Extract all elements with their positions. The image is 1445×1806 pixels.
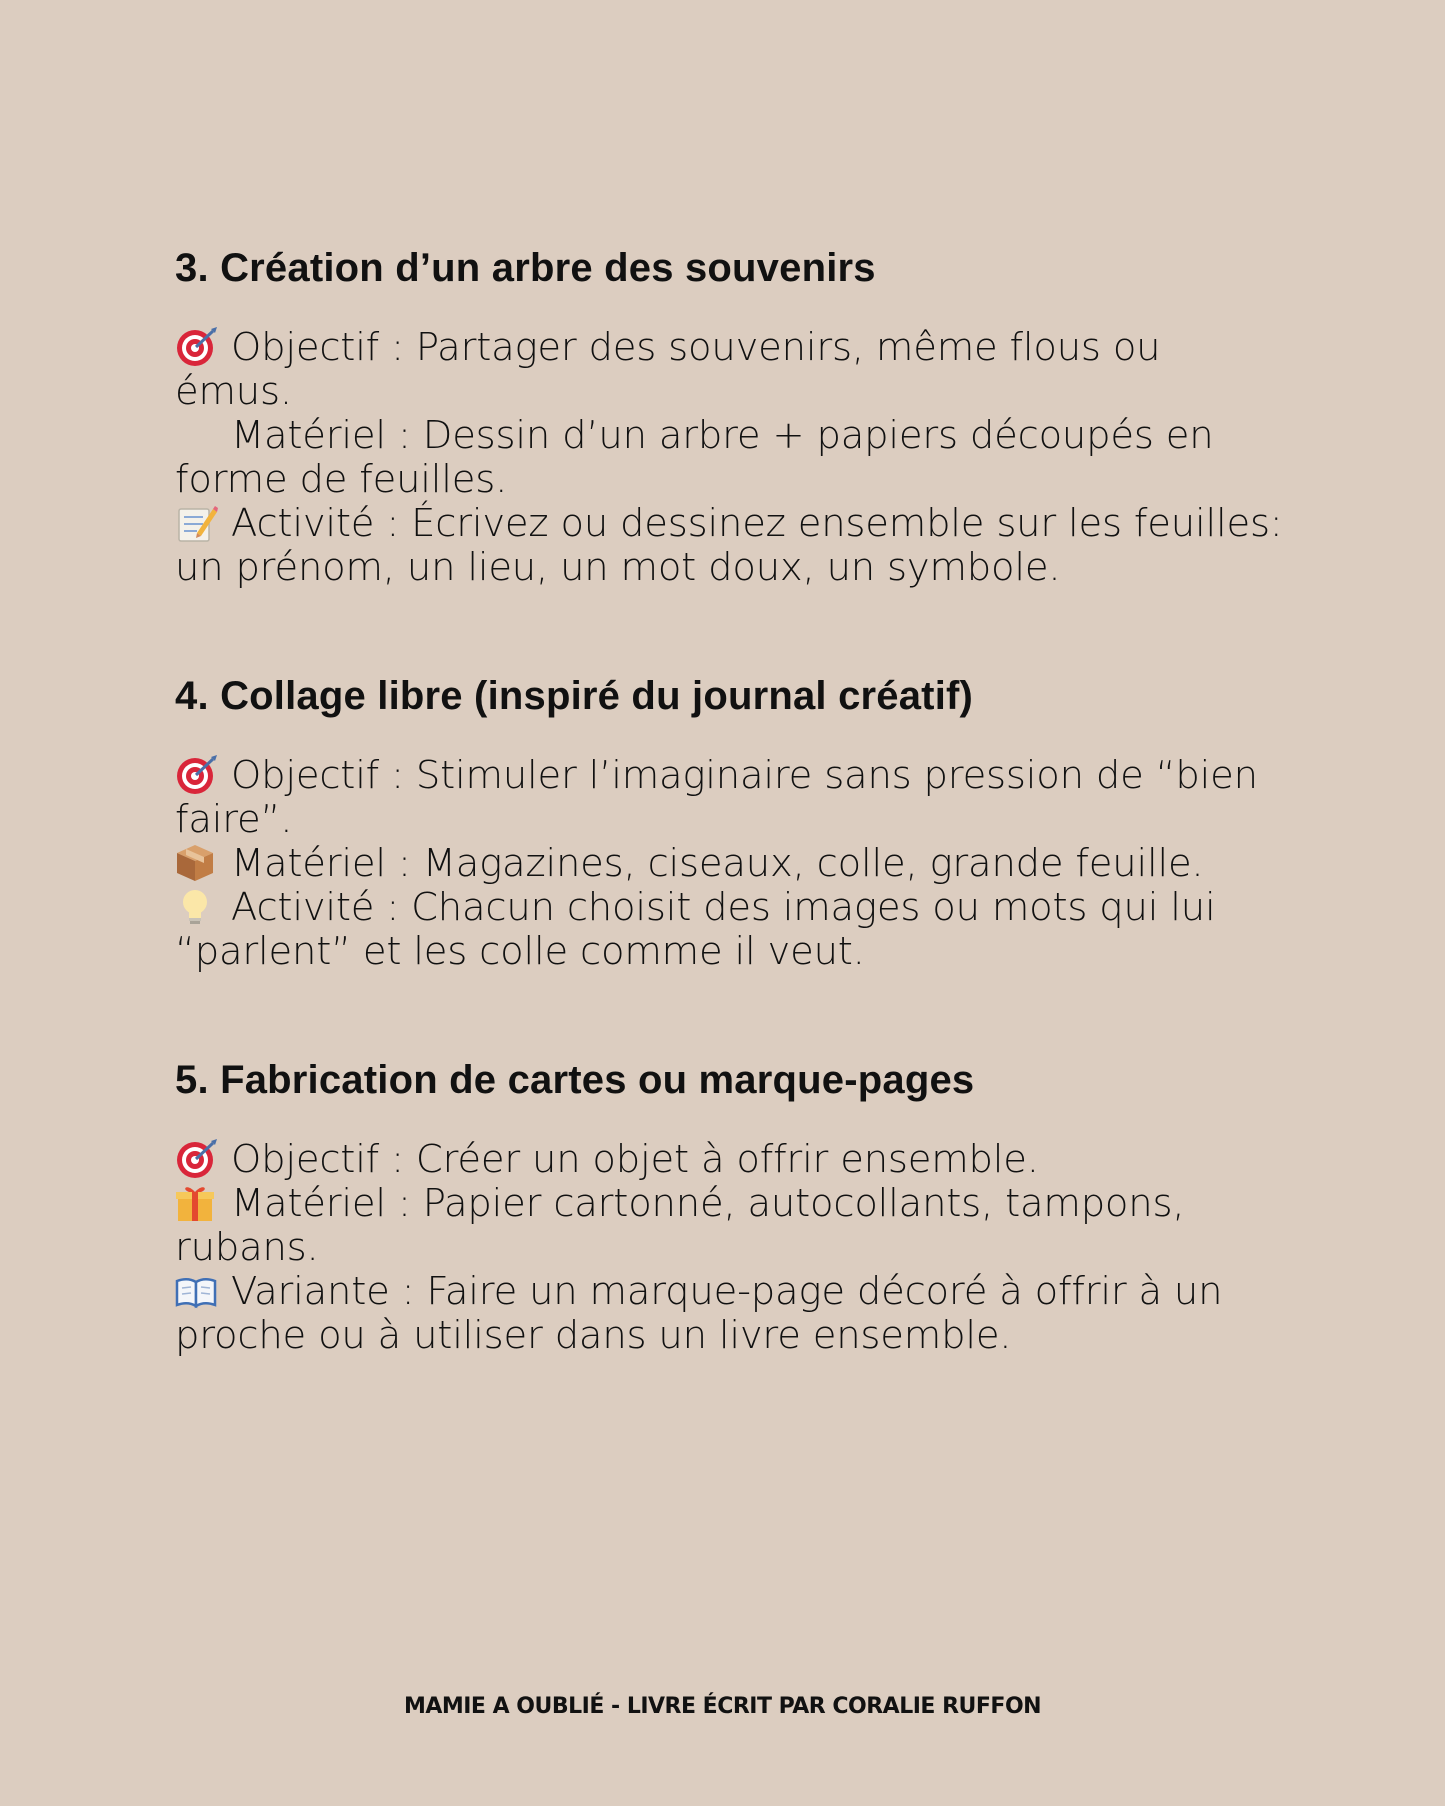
open-book-icon	[175, 1271, 221, 1309]
section-title: 5. Fabrication de cartes ou marque-pages	[175, 1058, 975, 1102]
line-text: Activité : Écrivez ou dessinez ensemble sur les feuilles:	[231, 501, 1283, 546]
target-icon	[175, 755, 221, 793]
lightbulb-icon	[175, 887, 221, 925]
memo-icon	[175, 503, 221, 541]
line-text-continued: émus.	[175, 369, 292, 414]
target-icon	[175, 1139, 221, 1177]
objective-line	[175, 754, 1285, 842]
material-line	[175, 1182, 1285, 1270]
footer-credit: MAMIE A OUBLIÉ - LIVRE ÉCRIT PAR CORALIE RUFFON	[403, 1694, 1042, 1719]
section-free-collage	[175, 668, 1285, 974]
section-memory-tree	[175, 240, 1285, 590]
material-line	[175, 414, 1285, 502]
activity-line	[175, 886, 1285, 974]
line-text: Objectif : Stimuler l’imaginaire sans pression de “bien	[231, 753, 1258, 798]
line-text-continued: faire”.	[175, 797, 293, 842]
activity-line	[175, 502, 1285, 590]
line-text: Matériel : Magazines, ciseaux, colle, grande feuille.	[231, 841, 1204, 886]
section-title: 4. Collage libre (inspiré du journal créatif)	[175, 674, 974, 718]
line-text: Activité : Chacun choisit des images ou mots qui lui	[231, 885, 1216, 930]
line-text-continued: proche ou à utiliser dans un livre ensemble.	[175, 1313, 1012, 1358]
material-line	[175, 842, 1285, 886]
objective-line	[175, 1138, 1285, 1182]
line-text: Objectif : Partager des souvenirs, même flous ou	[231, 325, 1161, 370]
gift-icon	[175, 1183, 221, 1221]
section-title: 3. Création d’un arbre des souvenirs	[175, 246, 876, 290]
package-icon	[175, 843, 221, 881]
line-text: Variante : Faire un marque-page décoré à offrir à un	[231, 1269, 1223, 1314]
document-body	[175, 240, 1285, 1436]
line-text: Objectif : Créer un objet à offrir ensemble.	[231, 1137, 1039, 1182]
variant-line	[175, 1270, 1285, 1358]
section-cards-bookmarks	[175, 1052, 1285, 1358]
line-text: Matériel : Papier cartonné, autocollants, tampons,	[231, 1181, 1185, 1226]
line-text-continued: un prénom, un lieu, un mot doux, un symbole.	[175, 545, 1061, 590]
line-text-continued: “parlent” et les colle comme il veut.	[175, 929, 865, 974]
line-text-continued: rubans.	[175, 1225, 319, 1270]
target-icon	[175, 327, 221, 365]
line-text: Matériel : Dessin d’un arbre + papiers découpés en	[231, 413, 1214, 458]
objective-line	[175, 326, 1285, 414]
line-text-continued: forme de feuilles.	[175, 457, 508, 502]
